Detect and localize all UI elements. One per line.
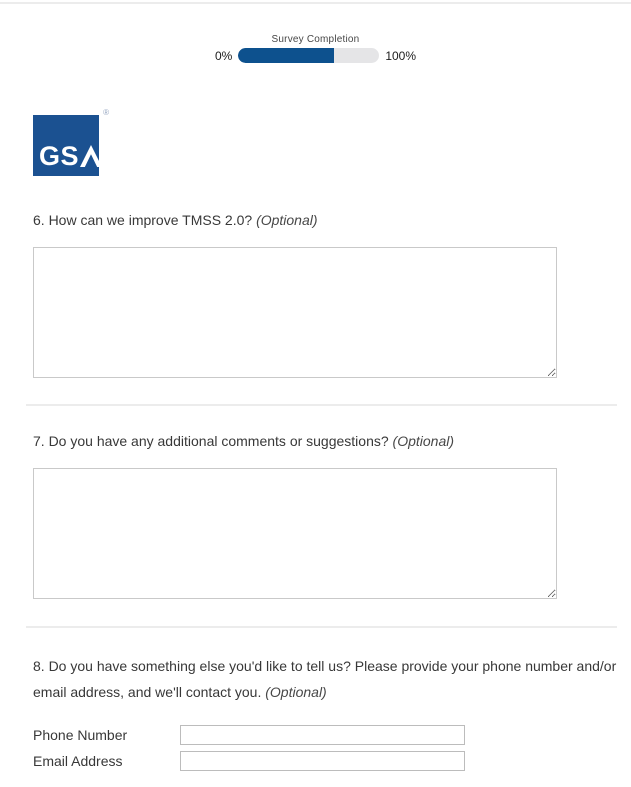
phone-number-row (33, 725, 617, 745)
contact-fields (33, 725, 617, 771)
question-6-answer-textarea[interactable] (33, 247, 557, 378)
gsa-logo-star-a-icon (80, 143, 102, 169)
gsa-logo (33, 108, 109, 176)
question-8-optional-tag: (Optional) (265, 684, 327, 700)
question-7-answer-textarea[interactable] (33, 468, 557, 599)
survey-progress-section (0, 4, 631, 63)
progress-bar-fill (238, 48, 334, 63)
question-8-text (33, 653, 617, 705)
registered-trademark-icon: ® (103, 108, 109, 117)
question-6-label: 6. How can we improve TMSS 2.0? (33, 212, 253, 228)
progress-bar (238, 48, 379, 63)
question-divider (26, 404, 617, 406)
question-divider (26, 626, 617, 628)
gsa-logo-square (33, 115, 99, 176)
progress-title: Survey Completion (271, 34, 360, 45)
question-6-text (33, 212, 617, 228)
progress-row (0, 48, 631, 63)
question-6 (26, 212, 617, 378)
question-8 (26, 653, 617, 771)
question-6-optional-tag: (Optional) (256, 212, 318, 228)
progress-min-label: 0% (214, 48, 233, 63)
question-7-text (33, 433, 617, 449)
question-8-label: 8. Do you have something else you'd like to tell us? Please provide your phone number and/or email address, and we'll contact you. (33, 658, 617, 700)
question-7 (26, 433, 617, 599)
phone-number-label: Phone Number (33, 727, 128, 743)
gsa-logo-letters-gs: GS (39, 141, 80, 171)
gsa-logo-text (39, 143, 102, 169)
email-address-label: Email Address (33, 753, 123, 769)
phone-number-input[interactable] (180, 725, 465, 745)
question-7-optional-tag: (Optional) (392, 433, 455, 449)
survey-page (0, 2, 631, 787)
survey-content (26, 108, 617, 771)
question-7-label: 7. Do you have any additional comments or suggestions? (33, 433, 389, 449)
email-address-input[interactable] (180, 751, 465, 771)
email-address-row (33, 751, 617, 771)
progress-max-label: 100% (385, 48, 417, 63)
